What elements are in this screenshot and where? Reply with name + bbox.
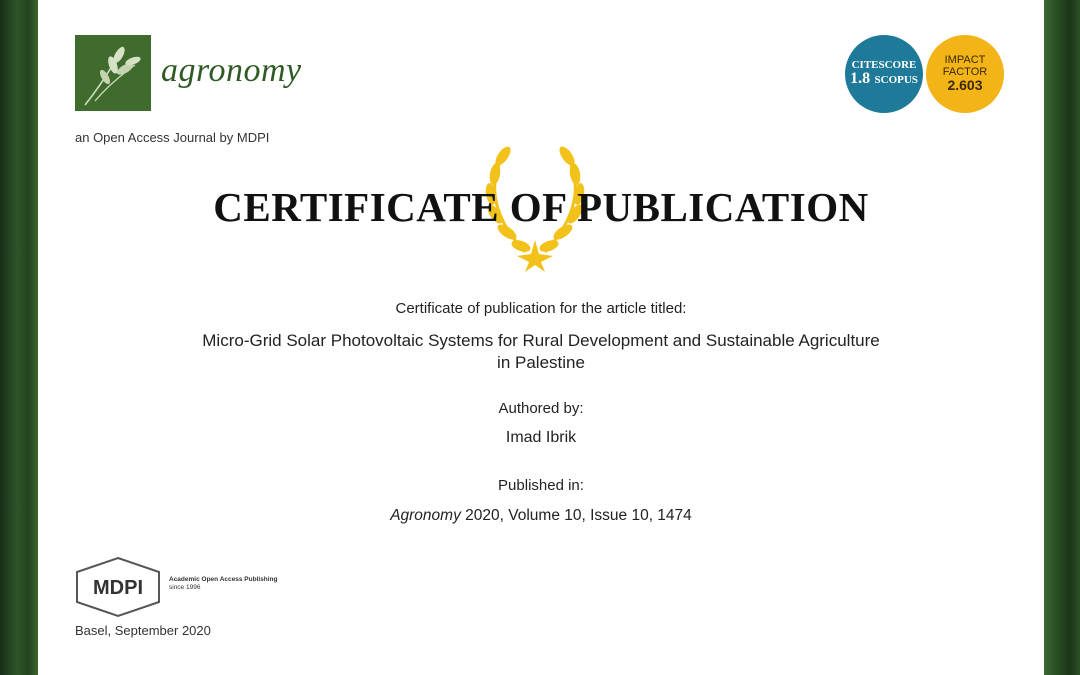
certificate-page	[38, 0, 1044, 675]
article-title-line-1: Micro-Grid Solar Photovoltaic Systems for Rural Development and Sustainable Agriculture	[202, 331, 880, 350]
impact-label-1: IMPACT	[944, 54, 986, 67]
citescore-badge	[845, 35, 923, 113]
author-name: Imad Ibrik	[505, 429, 577, 446]
citescore-label: CITESCORE	[851, 58, 917, 71]
citescore-value: 1.8	[850, 70, 871, 88]
background-right-foliage	[1044, 0, 1080, 675]
impact-value: 2.603	[947, 77, 983, 94]
journal-tagline: an Open Access Journal by MDPI	[75, 130, 270, 145]
citation-details: 2020, Volume 10, Issue 10, 1474	[460, 507, 692, 524]
journal-italic: Agronomy	[390, 507, 461, 524]
journal-name: agronomy	[161, 52, 302, 89]
publisher-tagline-1: Academic Open Access Publishing	[169, 576, 278, 583]
publisher-tagline	[169, 576, 278, 592]
article-title	[38, 330, 1044, 374]
publisher-tagline-2: since 1996	[169, 584, 201, 591]
citescore-source: SCOPUS	[874, 74, 918, 87]
certificate-title: CERTIFICATE OF PUBLICATION	[213, 184, 869, 230]
published-label: Published in:	[498, 477, 584, 494]
wheat-icon	[75, 35, 151, 111]
mdpi-hexagon-logo	[73, 556, 163, 618]
certificate-intro: Certificate of publication for the article titled:	[395, 300, 687, 317]
impact-factor-badge	[926, 35, 1004, 113]
citescore-value-line	[850, 71, 918, 88]
place-and-date: Basel, September 2020	[75, 623, 211, 638]
authored-label: Authored by:	[498, 400, 584, 417]
background-left-foliage	[0, 0, 38, 675]
publication-citation	[38, 507, 1044, 525]
mdpi-logo-text: MDPI	[93, 577, 143, 599]
article-title-line-2: in Palestine	[497, 353, 585, 372]
impact-label-2: FACTOR	[942, 65, 988, 78]
